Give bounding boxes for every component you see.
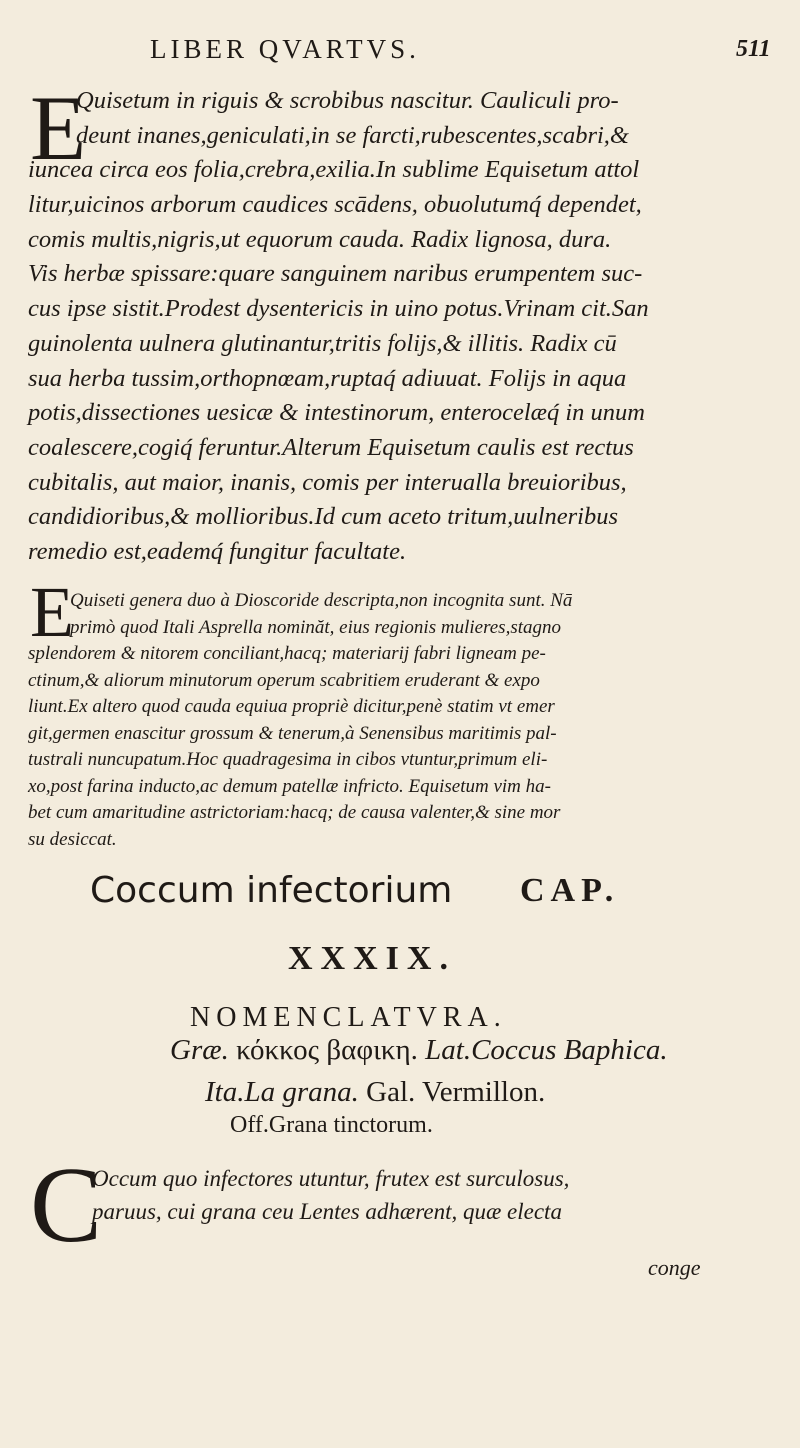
drop-cap-initial: E [30,572,74,652]
french-name: Gal. Vermillon. [366,1076,546,1108]
drop-cap-initial: E [30,77,87,179]
text-line: tustrali nuncupatum.Hoc quadragesima in cibos vtuntur,primum eli- [28,749,548,770]
text-line: cubitalis, aut maior, inanis, comis per interualla breuioribus, [28,468,627,496]
text-line: coalescere,cogiq́ feruntur.Alterum Equisetum caulis est rectus [28,433,634,461]
text-line: bet cum amaritudine astrictoriam:hacq; de causa valenter,& sine mor [28,802,561,823]
text-line: litur,uicinos arborum caudices scādens, obuolutumq́ dependet, [28,191,642,219]
running-title: LIBER QVARTVS. [150,34,420,64]
paragraph-equisetum [28,77,733,570]
catchword: conge [648,1255,701,1280]
text-line: deunt inanes,geniculati,in se farcti,rubescentes,scabri,& [76,121,629,149]
paragraph-coccum [28,1162,733,1228]
page-number: 511 [736,36,771,62]
nomenclature-heading: NOMENCLATVRA. [190,1002,507,1033]
text-line: guinolenta uulnera glutinantur,tritis folijs,& illitis. Radix cū [28,329,617,357]
text-line: splendorem & nitorem conciliant,hacq; materiarij fabri ligneam pe- [28,643,546,664]
nomenclature-greek-latin [170,1034,668,1067]
text-line: paruus, cui grana ceu Lentes adhærent, quæ electa [92,1199,562,1224]
text-line: cus ipse sistit.Prodest dysentericis in uino potus.Vrinam cit.San [28,295,649,323]
text-line: Vis herbæ spissare:quare sanguinem naribus erumpentem suc- [28,260,643,288]
text-line: Quiseti genera duo à Dioscoride descripta,non incognita sunt. Nā [70,590,573,611]
text-line: iuncea circa eos folia,crebra,exilia.In sublime Equisetum attol [28,156,640,184]
text-line: comis multis,nigris,ut equorum cauda. Radix lignosa, dura. [28,225,612,253]
greek-label: Græ. [170,1034,229,1066]
text-line: xo,post farina inducto,ac demum patellæ infricto. Equisetum vim ha- [28,775,551,797]
text-line: Quisetum in riguis & scrobibus nascitur. Cauliculi pro- [76,87,619,114]
annotation-paragraph [28,588,733,853]
text-line: git,germen enascitur grossum & tenerum,à Senensibus maritimis pal- [28,722,557,744]
text-line: primò quod Itali Asprella nominăt, eius regionis mulieres,stagno [70,616,562,638]
italian-name: Ita.La grana. [205,1076,359,1108]
text-line: ctinum,& aliorum minutorum operum scabritiem eruderant & expo [28,669,540,691]
nomenclature-italian-french [205,1076,545,1109]
latin-name: Lat.Coccus Baphica. [425,1034,668,1066]
text-line: remedio est,eademq́ fungitur facultate. [28,537,407,565]
greek-name: κόκκος βαφικη. [236,1034,418,1066]
text-line: su desiccat. [28,828,117,850]
chapter-title: Coccum infectorium [90,870,453,911]
text-line: Occum quo infectores utuntur, frutex est surculosus, [92,1166,570,1191]
text-line: potis,dissectiones uesicæ & intestinorum, enterocelæq́ in unum [28,399,645,427]
nomenclature-officinal: Off.Grana tinctorum. [230,1112,433,1138]
text-line: liunt.Ex altero quod cauda equiua propriè dicitur,penè statim vt emer [28,696,555,717]
chapter-number: XXXIX. [288,940,456,977]
text-line: candidioribus,& mollioribus.Id cum aceto tritum,uulneribus [28,503,619,531]
text-line: sua herba tussim,orthopnœam,ruptaq́ adiuuat. Folijs in aqua [28,364,627,392]
drop-cap-initial: C [30,1146,103,1265]
chapter-label: CAP. [520,872,620,909]
running-head [0,24,800,64]
